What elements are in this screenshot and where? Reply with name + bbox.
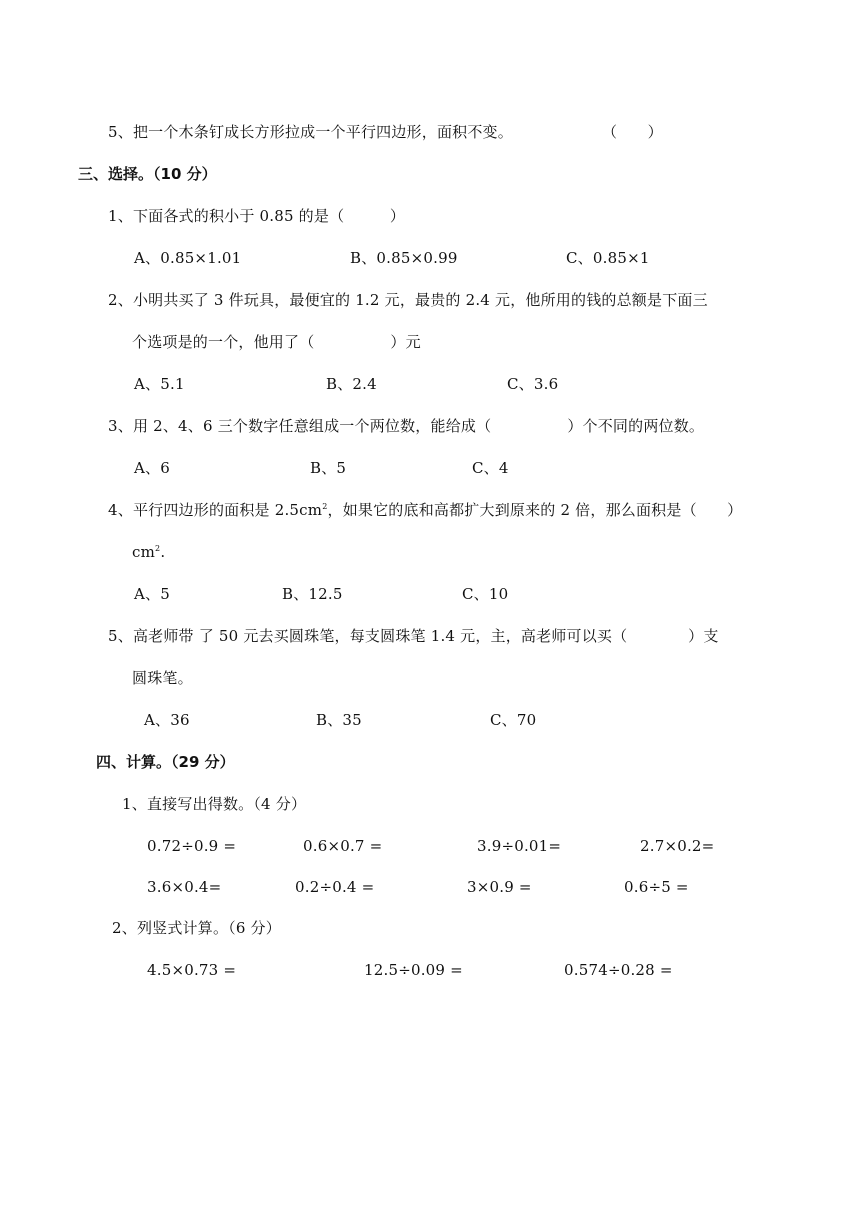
calc-item: 0.6÷5 = xyxy=(624,878,689,896)
option-a: A、0.85×1.01 xyxy=(134,249,242,267)
question-3-4-line2: $cm^2$. xyxy=(132,543,166,561)
question-3-1: 1、下面各式的积小于 0.85 的是（ ） xyxy=(108,207,406,225)
calc-item: 3×0.9 = xyxy=(467,878,532,896)
calc-item: 4.5×0.73 = xyxy=(147,961,237,979)
calc-item: 2.7×0.2= xyxy=(640,837,715,855)
option-a: A、5 xyxy=(134,585,170,603)
question-3-2-line1: 2、小明共买了 3 件玩具，最便宜的 1.2 元，最贵的 2.4 元，他所用的钱的总额是下面三 xyxy=(108,291,708,309)
option-b: B、12.5 xyxy=(282,585,343,603)
calc-item: 3.6×0.4= xyxy=(147,878,222,896)
question-3-3: 3、用 2、4、6 三个数字任意组成一个两位数，能给成（ ）个不同的两位数。 xyxy=(108,417,705,435)
option-c: C、10 xyxy=(462,585,509,603)
option-c: C、4 xyxy=(472,459,509,477)
option-a: A、6 xyxy=(134,459,170,477)
section-3-title: 三、选择。（10 分） xyxy=(78,165,217,183)
calc-item: 0.6×0.7 = xyxy=(303,837,383,855)
subsection-4-2-title: 2、列竖式计算。（6 分） xyxy=(112,919,281,937)
question-3-2-line2: 个选项是的一个，他用了（ ）元 xyxy=(132,333,421,351)
answer-blank: （ ） xyxy=(602,123,663,141)
option-a: A、5.1 xyxy=(134,375,185,393)
question-2-5 xyxy=(108,122,513,142)
question-3-5-line1: 5、高老师带 了 50 元去买圆珠笔，每支圆珠笔 1.4 元，主，高老师可以买（ ）支 xyxy=(108,627,719,645)
option-b: B、5 xyxy=(310,459,347,477)
superscript: 2 xyxy=(322,502,328,511)
subsection-4-1-title: 1、直接写出得数。（4 分） xyxy=(122,795,307,813)
section-4-title: 四、计算。（29 分） xyxy=(96,753,235,771)
option-b: B、0.85×0.99 xyxy=(350,249,458,267)
question-3-5-line2: 圆珠笔。 xyxy=(132,669,193,687)
option-c: C、0.85×1 xyxy=(566,249,650,267)
calc-item: 12.5÷0.09 = xyxy=(364,961,463,979)
question-text: 5、把一个木条钉成长方形拉成一个平行四边形，面积不变。 xyxy=(108,123,513,141)
option-b: B、35 xyxy=(316,711,362,729)
option-c: C、70 xyxy=(490,711,537,729)
calc-item: 0.574÷0.28 = xyxy=(564,961,673,979)
superscript: 2 xyxy=(155,544,161,553)
option-c: C、3.6 xyxy=(507,375,559,393)
calc-item: 0.72÷0.9 = xyxy=(147,837,237,855)
question-3-4-line1: 4、平行四边形的面积是 $2.5cm^2$，如果它的底和高都扩大到原来的 2 倍，那么面积是（ ） xyxy=(108,501,743,519)
calc-item: 0.2÷0.4 = xyxy=(295,878,375,896)
calc-item: 3.9÷0.01= xyxy=(477,837,562,855)
option-a: A、36 xyxy=(144,711,190,729)
option-b: B、2.4 xyxy=(326,375,377,393)
